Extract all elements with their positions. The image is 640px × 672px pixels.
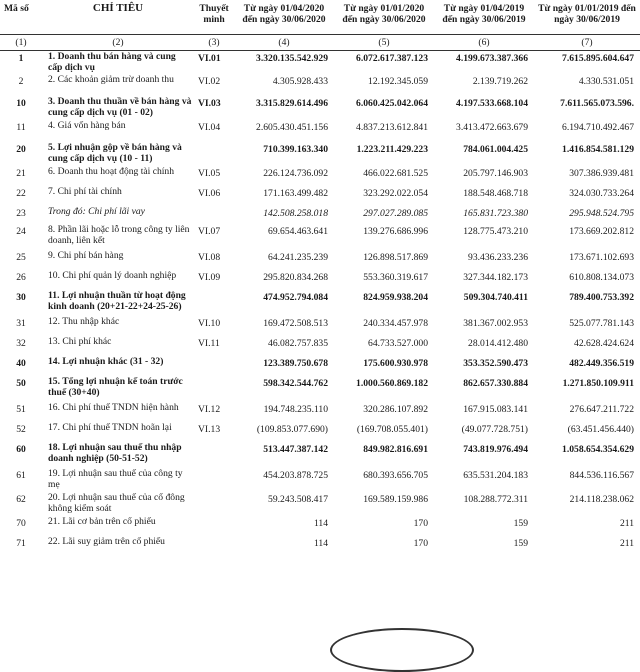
row-value-4: 710.399.163.340 [263,144,328,155]
row-value-5: 12.192.345.059 [368,76,428,87]
table-row [0,166,640,186]
row-value-5: 466.022.681.525 [363,168,428,179]
row-value-7: 7.611.565.073.596. [560,98,634,109]
row-code: 62 [16,494,26,505]
row-code: 26 [16,272,26,283]
row-item: 22. Lãi suy giảm trên cổ phiếu [48,536,165,547]
row-value-6: 159 [513,518,528,529]
row-note: VI.11 [198,338,220,349]
row-code: 32 [16,338,26,349]
row-value-5: 320.286.107.892 [363,404,428,415]
row-value-5: 6.060.425.042.064 [356,98,428,109]
row-note [194,442,234,468]
row-value-7: 42.628.424.624 [574,338,634,349]
row-item: 7. Chi phí tài chính [48,186,122,197]
row-value-4: 142.508.258.018 [263,208,328,219]
row-value-5: 680.393.656.705 [363,470,428,481]
table-row [0,206,640,224]
header-period-7: Từ ngày 01/01/2019 đến ngày 30/06/2019 [534,0,640,34]
row-item: 1. Doanh thu bán hàng và cung cấp dịch vụ [48,50,176,73]
row-value-6: 4.199.673.387.366 [456,52,528,64]
row-value-7: 7.615.895.604.647 [562,52,634,64]
row-value-4: 59.243.508.417 [268,494,328,505]
row-value-5: 139.276.686.996 [363,226,428,237]
row-note [194,376,234,402]
row-code: 51 [16,404,26,415]
row-value-4: 69.654.463.641 [268,226,328,237]
row-value-7: 525.077.781.143 [569,318,634,329]
row-value-5: 170 [413,538,428,549]
row-value-5: 323.292.022.054 [363,188,428,199]
header-code: Mã số [0,0,42,34]
header-note: Thuyết minh [194,0,234,34]
row-note [194,492,234,516]
row-value-6: 28.014.412.480 [468,338,528,349]
table-row [0,376,640,402]
row-value-6: 165.831.723.380 [463,208,528,219]
row-code: 11 [16,122,26,133]
row-value-5: 64.733.527.000 [368,338,428,349]
row-item: 19. Lợi nhuận sau thuế của công ty mẹ [48,468,183,490]
row-item: 18. Lợi nhuận sau thuế thu nhập doanh nghiệp (50-51-52) [48,442,182,464]
row-note: VI.01 [198,52,221,64]
row-value-6: 327.344.182.173 [463,272,528,283]
row-value-7: 276.647.211.722 [569,404,634,415]
column-number: (3) [194,34,234,50]
row-note: VI.08 [198,252,221,263]
row-value-4: 114 [313,538,328,549]
row-note: VI.04 [198,122,221,133]
row-value-7: 211 [619,538,634,549]
row-value-4: 474.952.794.084 [263,292,328,303]
table-row [0,402,640,422]
table-row [0,442,640,468]
column-number-row [0,34,640,50]
table-row [0,468,640,492]
table-row [0,290,640,316]
row-item: 4. Giá vốn hàng bán [48,120,126,131]
row-item: 2. Các khoản giảm trừ doanh thu [48,74,174,85]
row-value-5: 170 [413,518,428,529]
header-period-4: Từ ngày 01/04/2020 đến ngày 30/06/2020 [234,0,334,34]
row-value-6: 784.061.004.425 [463,144,528,155]
row-note: VI.09 [198,272,221,283]
row-value-4: 454.203.878.725 [263,470,328,481]
table-row [0,270,640,290]
row-value-7: 295.948.524.795 [569,208,634,219]
row-item: 21. Lãi cơ bản trên cổ phiếu [48,516,156,527]
header-item: CHỈ TIÊU [42,0,194,34]
row-value-5: 175.600.930.978 [363,358,428,369]
row-value-6: 381.367.002.953 [463,318,528,329]
row-item: 9. Chi phí bán hàng [48,250,124,261]
row-value-7: 6.194.710.492.467 [562,122,634,133]
table-row [0,224,640,250]
row-code: 61 [16,470,26,481]
row-value-6: 635.531.204.183 [463,470,528,481]
table-row [0,356,640,376]
row-value-6: 205.797.146.903 [463,168,528,179]
row-value-7: 610.808.134.073 [569,272,634,283]
row-value-6: 4.197.533.668.104 [456,98,528,109]
row-code: 2 [18,76,24,87]
table-row [0,316,640,336]
column-number: (7) [534,34,640,50]
row-note [194,142,234,166]
table-row [0,422,640,442]
row-code: 24 [16,226,26,237]
row-code: 50 [16,378,26,389]
row-code: 40 [16,358,26,369]
row-code: 20 [16,144,26,155]
row-value-5: 240.334.457.978 [363,318,428,329]
column-number: (1) [0,34,42,50]
row-value-4: 4.305.928.433 [272,76,328,87]
table-row [0,96,640,120]
row-value-6: 108.288.772.311 [463,494,528,505]
row-value-7: 173.671.102.693 [569,252,634,263]
row-item: 10. Chi phí quản lý doanh nghiệp [48,270,177,281]
header-period-5: Từ ngày 01/01/2020 đến ngày 30/06/2020 [334,0,434,34]
table-row [0,142,640,166]
row-code: 31 [16,318,26,329]
row-value-7: 214.118.238.062 [569,494,634,505]
row-item: 8. Phần lãi hoặc lỗ trong công ty liên doanh, liên kết [48,224,190,246]
column-number: (4) [234,34,334,50]
column-number: (5) [334,34,434,50]
row-value-4: 46.082.757.835 [268,338,328,349]
row-note: VI.10 [198,318,221,329]
row-value-5: 1.223.211.429.223 [356,144,428,155]
row-code: 21 [16,168,26,179]
row-value-4: 3.315.829.614.496 [256,98,328,109]
row-value-6: 509.304.740.411 [463,292,528,303]
row-value-7: 173.669.202.812 [569,226,634,237]
row-item: 11. Lợi nhuận thuần từ hoạt động kinh doanh (20+21-22+24-25-26) [48,290,186,312]
row-value-7: 1.271.850.109.911 [562,378,634,389]
row-note [194,468,234,492]
row-value-7: 1.416.854.581.129 [562,144,634,155]
row-value-5: 849.982.816.691 [363,444,428,455]
row-item: 20. Lợi nhuận sau thuế của cổ đông không kiểm soát [48,492,185,514]
table-row [0,336,640,356]
row-note: VI.05 [198,168,221,179]
row-value-5: 553.360.319.617 [363,272,428,283]
row-value-4: 114 [313,518,328,529]
row-value-4: 171.163.499.482 [263,188,328,199]
row-value-4: 295.820.834.268 [263,272,328,283]
row-code: 52 [16,424,26,435]
row-code: 10 [16,98,26,109]
row-code: 71 [16,538,26,549]
row-code: 23 [16,208,26,219]
row-note [194,206,234,224]
row-code: 60 [16,444,26,455]
row-value-7: 844.536.116.567 [569,470,634,481]
row-value-5: 6.072.617.387.123 [356,52,428,64]
row-item: 6. Doanh thu hoạt động tài chính [48,166,175,177]
column-number: (6) [434,34,534,50]
row-value-6: 159 [513,538,528,549]
row-item: 15. Tổng lợi nhuận kế toán trước thuế (30+40) [48,376,183,398]
row-value-7: 324.030.733.264 [569,188,634,199]
row-value-6: 743.819.976.494 [463,444,528,455]
row-code: 25 [16,252,26,263]
table-row [0,536,640,552]
row-value-6: (49.077.728.751) [461,424,528,435]
row-value-6: 128.775.473.210 [463,226,528,237]
table-row [0,186,640,206]
table-row [0,516,640,536]
row-note: VI.02 [198,76,221,87]
row-item: 17. Chi phí thuế TNDN hoãn lại [48,422,172,433]
row-code: 70 [16,518,26,529]
header-period-6: Từ ngày 01/04/2019 đến ngày 30/06/2019 [434,0,534,34]
row-value-5: 169.589.159.986 [363,494,428,505]
row-value-7: 1.058.654.354.629 [562,444,634,455]
column-number: (2) [42,34,194,50]
row-value-4: 169.472.508.513 [263,318,328,329]
row-value-6: 862.657.330.884 [463,378,528,389]
row-value-4: (109.853.077.690) [256,424,328,435]
row-note [194,290,234,316]
row-value-4: 226.124.736.092 [263,168,328,179]
row-value-5: 4.837.213.612.841 [356,122,428,133]
row-value-5: 126.898.517.869 [363,252,428,263]
table-row [0,74,640,96]
row-value-4: 2.605.430.451.156 [256,122,328,133]
row-value-7: 211 [619,518,634,529]
row-value-5: 297.027.289.085 [363,208,428,219]
row-item: 13. Chi phí khác [48,336,112,347]
row-code: 22 [16,188,26,199]
row-value-5: 824.959.938.204 [363,292,428,303]
row-value-6: 167.915.083.141 [463,404,528,415]
table-row [0,250,640,270]
table-row [0,50,640,74]
row-note [194,516,234,536]
row-value-4: 64.241.235.239 [268,252,328,263]
row-value-7: 307.386.939.481 [569,168,634,179]
row-item: 16. Chi phí thuế TNDN hiện hành [48,402,179,413]
row-note [194,356,234,376]
row-code: 30 [16,292,26,303]
row-note: VI.06 [198,188,221,199]
row-value-6: 2.139.719.262 [472,76,528,87]
row-value-4: 194.748.235.110 [263,404,328,415]
row-note: VI.12 [198,404,221,415]
row-item: 3. Doanh thu thuần về bán hàng và cung cấp dịch vụ (01 - 02) [48,96,192,118]
table-row [0,492,640,516]
row-value-7: 789.400.753.392 [569,292,634,303]
table-row [0,120,640,142]
row-value-4: 3.320.135.542.929 [256,52,328,64]
row-value-7: 482.449.356.519 [569,358,634,369]
row-item: 14. Lợi nhuận khác (31 - 32) [48,356,164,367]
row-value-6: 353.352.590.473 [463,358,528,369]
row-value-4: 513.447.387.142 [263,444,328,455]
row-value-6: 3.413.472.663.679 [456,122,528,133]
row-note [194,536,234,552]
row-value-7: (63.451.456.440) [567,424,634,435]
company-seal [330,628,474,672]
row-value-5: 1.000.560.869.182 [356,378,428,389]
row-value-7: 4.330.531.051 [578,76,634,87]
row-value-5: (169.708.055.401) [356,424,428,435]
row-item: Trong đó: Chi phí lãi vay [48,206,145,217]
row-value-4: 123.389.750.678 [263,358,328,369]
row-note: VI.13 [198,424,221,435]
row-item: 12. Thu nhập khác [48,316,120,327]
row-code: 1 [18,52,24,64]
row-note: VI.07 [198,226,221,237]
row-note: VI.03 [198,98,221,109]
row-value-6: 93.436.233.236 [468,252,528,263]
row-value-6: 188.548.468.718 [463,188,528,199]
row-item: 5. Lợi nhuận gộp về bán hàng và cung cấp dịch vụ (10 - 11) [48,142,182,164]
row-value-4: 598.342.544.762 [263,378,328,389]
